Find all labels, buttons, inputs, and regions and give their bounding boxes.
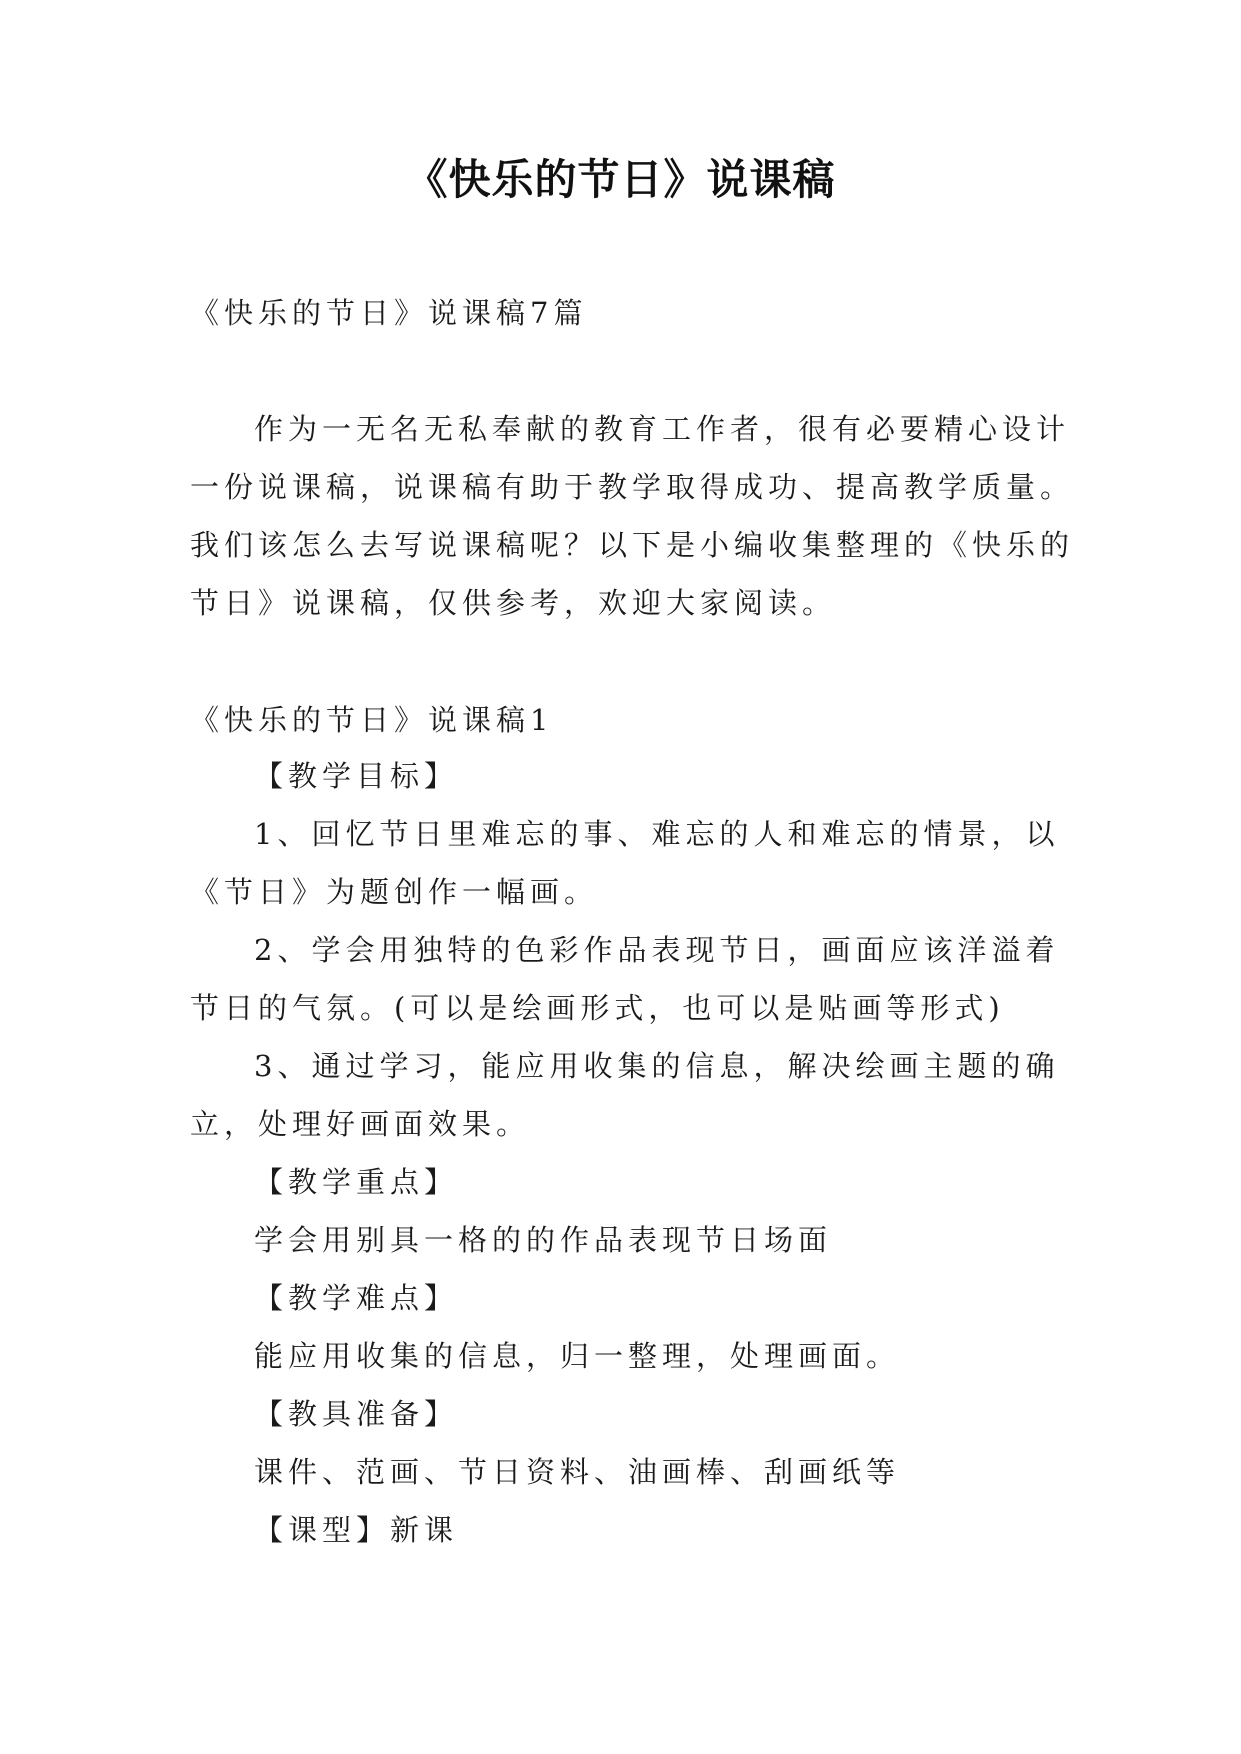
intro-line-1: 作为一无名无私奉献的教育工作者，很有必要精心设计 — [254, 412, 1071, 446]
document-subtitle: 《快乐的节日》说课稿7篇 — [190, 296, 588, 330]
goals-heading: 【教学目标】 — [254, 759, 459, 793]
goal-3-line-1: 3、通过学习，能应用收集的信息，解决绘画主题的确 — [254, 1049, 1060, 1083]
goal-2-line-2: 节日的气氛。(可以是绘画形式，也可以是贴画等形式) — [190, 991, 1005, 1025]
difficulty-heading: 【教学难点】 — [254, 1281, 459, 1315]
key-points-text: 学会用别具一格的的作品表现节日场面 — [254, 1223, 833, 1257]
difficulty-text: 能应用收集的信息，归一整理，处理画面。 — [254, 1339, 901, 1373]
document-title: 《快乐的节日》说课稿 — [405, 155, 836, 204]
intro-line-4: 节日》说课稿，仅供参考，欢迎大家阅读。 — [190, 586, 837, 620]
goal-1-line-2: 《节日》为题创作一幅画。 — [190, 875, 599, 909]
goal-1-line-1: 1、回忆节日里难忘的事、难忘的人和难忘的情景，以 — [254, 817, 1060, 851]
section-heading: 《快乐的节日》说课稿1 — [190, 703, 554, 737]
intro-line-2: 一份说课稿，说课稿有助于教学取得成功、提高教学质量。 — [190, 470, 1075, 504]
key-points-heading: 【教学重点】 — [254, 1165, 459, 1199]
tools-text: 课件、范画、节日资料、油画棒、刮画纸等 — [254, 1455, 901, 1489]
lesson-type: 【课型】新课 — [254, 1513, 459, 1547]
goal-2-line-1: 2、学会用独特的色彩作品表现节日，画面应该洋溢着 — [254, 933, 1060, 967]
tools-heading: 【教具准备】 — [254, 1397, 459, 1431]
intro-line-3: 我们该怎么去写说课稿呢？以下是小编收集整理的《快乐的 — [190, 528, 1075, 562]
goal-3-line-2: 立，处理好画面效果。 — [190, 1107, 531, 1141]
